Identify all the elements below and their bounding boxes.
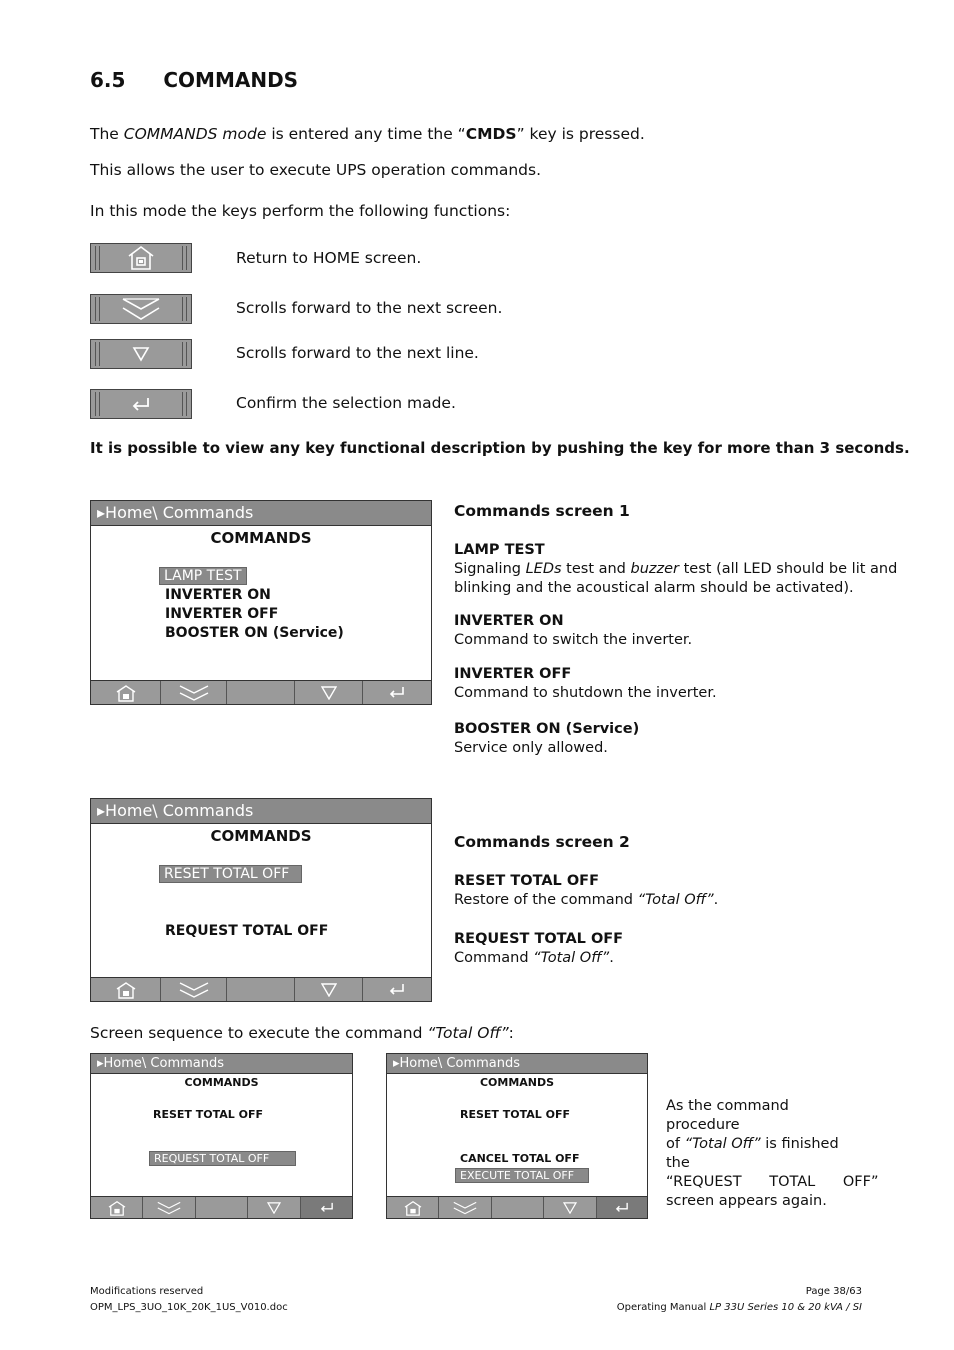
next-screen-softkey[interactable] [439, 1197, 492, 1218]
next-line-softkey[interactable] [295, 978, 363, 1001]
footer-modifications: Modifications reserved [90, 1286, 204, 1297]
play-arrow-icon: ▸ [97, 1056, 104, 1071]
double-chevron-down-icon [157, 1200, 181, 1216]
double-chevron-down-icon [179, 981, 209, 999]
menu-item-inverter-on[interactable]: INVERTER ON [165, 587, 271, 603]
reset-total-off-text: Restore of the command “Total Off”. [454, 892, 719, 908]
menu-item-request-total-off[interactable]: REQUEST TOTAL OFF [149, 1151, 296, 1166]
next-line-key[interactable] [90, 339, 192, 369]
request-total-off-text: Command “Total Off”. [454, 950, 614, 966]
home-softkey[interactable] [387, 1197, 439, 1218]
breadcrumb: Home\ Commands [105, 801, 254, 820]
screen-1-description [454, 502, 897, 758]
menu-item-execute-total-off[interactable]: EXECUTE TOTAL OFF [455, 1168, 589, 1183]
enter-icon [614, 1202, 630, 1214]
triangle-down-icon [563, 1202, 577, 1214]
breadcrumb: Home\ Commands [105, 503, 254, 522]
enter-softkey[interactable] [597, 1197, 647, 1218]
home-softkey[interactable] [91, 978, 161, 1001]
menu-item-inverter-off[interactable]: INVERTER OFF [165, 606, 279, 622]
inverter-off-text: Command to shutdown the inverter. [454, 685, 717, 701]
menu-item-reset-total-off[interactable]: RESET TOTAL OFF [153, 1108, 263, 1121]
key-desc-next-line: Scrolls forward to the next line. [236, 344, 479, 362]
section-title: COMMANDS [163, 68, 299, 92]
play-arrow-icon: ▸ [97, 503, 106, 522]
blank-softkey[interactable] [227, 681, 295, 704]
booster-on-heading: BOOSTER ON (Service) [454, 721, 640, 737]
request-total-off-heading: REQUEST TOTAL OFF [454, 931, 624, 947]
triangle-down-icon [267, 1202, 281, 1214]
play-arrow-icon: ▸ [393, 1056, 400, 1071]
next-screen-softkey[interactable] [161, 681, 227, 704]
menu-item-cancel-total-off[interactable]: CANCEL TOTAL OFF [460, 1152, 580, 1165]
menu-item-reset-total-off[interactable]: RESET TOTAL OFF [460, 1108, 570, 1121]
home-icon [403, 1200, 423, 1216]
intro-line-3: In this mode the keys perform the following functions: [90, 202, 511, 220]
home-icon [115, 981, 137, 999]
enter-key[interactable] [90, 389, 192, 419]
enter-icon [388, 686, 406, 700]
reset-total-off-heading: RESET TOTAL OFF [454, 873, 599, 889]
home-softkey[interactable] [91, 1197, 143, 1218]
intro-line-2: This allows the user to execute UPS operation commands. [90, 161, 542, 179]
blank-softkey[interactable] [196, 1197, 248, 1218]
breadcrumb: Home\ Commands [103, 1056, 225, 1071]
screen-heading: COMMANDS [210, 827, 312, 845]
screen-heading: COMMANDS [479, 1076, 555, 1089]
next-line-softkey[interactable] [295, 681, 363, 704]
section-heading [90, 68, 298, 92]
key-desc-enter: Confirm the selection made. [236, 394, 456, 412]
double-chevron-down-icon [117, 297, 165, 321]
commands-screen-1 [90, 500, 432, 705]
footer-right [617, 1284, 862, 1316]
home-icon [117, 246, 165, 270]
footer-left [90, 1284, 288, 1316]
intro-line-1: The COMMANDS mode is entered any time the “CMDS” key is pressed. [90, 125, 645, 143]
screen-title-bar [387, 1054, 647, 1074]
key-hold-note: It is possible to view any key functional description by pushing the key for more than 3 seconds. [90, 439, 910, 457]
lamp-test-text-2: blinking and the acoustical alarm should be activated). [454, 580, 854, 596]
inverter-off-heading: INVERTER OFF [454, 666, 572, 682]
screen-2-heading: Commands screen 2 [454, 833, 630, 851]
menu-item-lamp-test[interactable]: LAMP TEST [159, 567, 247, 585]
screen-title-bar [91, 501, 431, 526]
key-desc-home: Return to HOME screen. [236, 249, 422, 267]
lamp-test-heading: LAMP TEST [454, 542, 545, 558]
section-number: 6.5 [90, 68, 126, 92]
booster-on-text: Service only allowed. [454, 740, 608, 756]
inverter-on-heading: INVERTER ON [454, 613, 564, 629]
enter-softkey[interactable] [363, 978, 431, 1001]
breadcrumb: Home\ Commands [399, 1056, 521, 1071]
triangle-down-icon [117, 342, 165, 366]
blank-softkey[interactable] [227, 978, 295, 1001]
triangle-down-icon [321, 983, 337, 997]
menu-item-request-total-off[interactable]: REQUEST TOTAL OFF [165, 923, 329, 939]
next-line-softkey[interactable] [544, 1197, 597, 1218]
home-icon [115, 684, 137, 702]
inverter-on-text: Command to switch the inverter. [454, 632, 693, 648]
screen-heading: COMMANDS [184, 1076, 259, 1089]
footer-filename: OPM_LPS_3UO_10K_20K_1US_V010.doc [90, 1302, 288, 1313]
enter-icon [117, 392, 165, 416]
footer-page-number: Page 38/63 [805, 1286, 862, 1297]
sequence-side-note: As the command procedure of “Total Off” is finished the “REQUEST TOTAL OFF” screen appears again. [666, 1098, 879, 1209]
screen-1-heading: Commands screen 1 [454, 502, 630, 520]
play-arrow-icon: ▸ [97, 801, 106, 820]
sequence-screen-1 [90, 1053, 353, 1219]
footer-manual-title: Operating Manual LP 33U Series 10 & 20 kVA / SI [616, 1302, 862, 1313]
enter-icon [388, 983, 406, 997]
next-screen-softkey[interactable] [143, 1197, 196, 1218]
lamp-test-text-1: Signaling LEDs test and buzzer test (all LED should be lit and [454, 561, 898, 577]
triangle-down-icon [321, 686, 337, 700]
enter-softkey[interactable] [301, 1197, 352, 1218]
key-desc-next-screen: Scrolls forward to the next screen. [236, 299, 503, 317]
sequence-screen-2 [386, 1053, 648, 1219]
screen-title-bar [91, 799, 431, 824]
blank-softkey[interactable] [492, 1197, 544, 1218]
home-softkey[interactable] [91, 681, 161, 704]
home-key[interactable] [90, 243, 192, 273]
double-chevron-down-icon [179, 684, 209, 702]
screen-heading: COMMANDS [210, 529, 312, 547]
enter-softkey[interactable] [363, 681, 431, 704]
screen-title-bar [91, 1054, 352, 1074]
sequence-label: Screen sequence to execute the command “Total Off”: [90, 1024, 514, 1042]
next-line-softkey[interactable] [248, 1197, 301, 1218]
double-chevron-down-icon [453, 1200, 477, 1216]
next-screen-softkey[interactable] [161, 978, 227, 1001]
enter-icon [319, 1202, 335, 1214]
menu-item-booster-on[interactable]: BOOSTER ON (Service) [165, 625, 344, 641]
screen-2-description [454, 833, 718, 968]
home-icon [107, 1200, 127, 1216]
next-screen-key[interactable] [90, 294, 192, 324]
commands-screen-2 [90, 798, 432, 1002]
menu-item-reset-total-off[interactable]: RESET TOTAL OFF [159, 865, 302, 883]
